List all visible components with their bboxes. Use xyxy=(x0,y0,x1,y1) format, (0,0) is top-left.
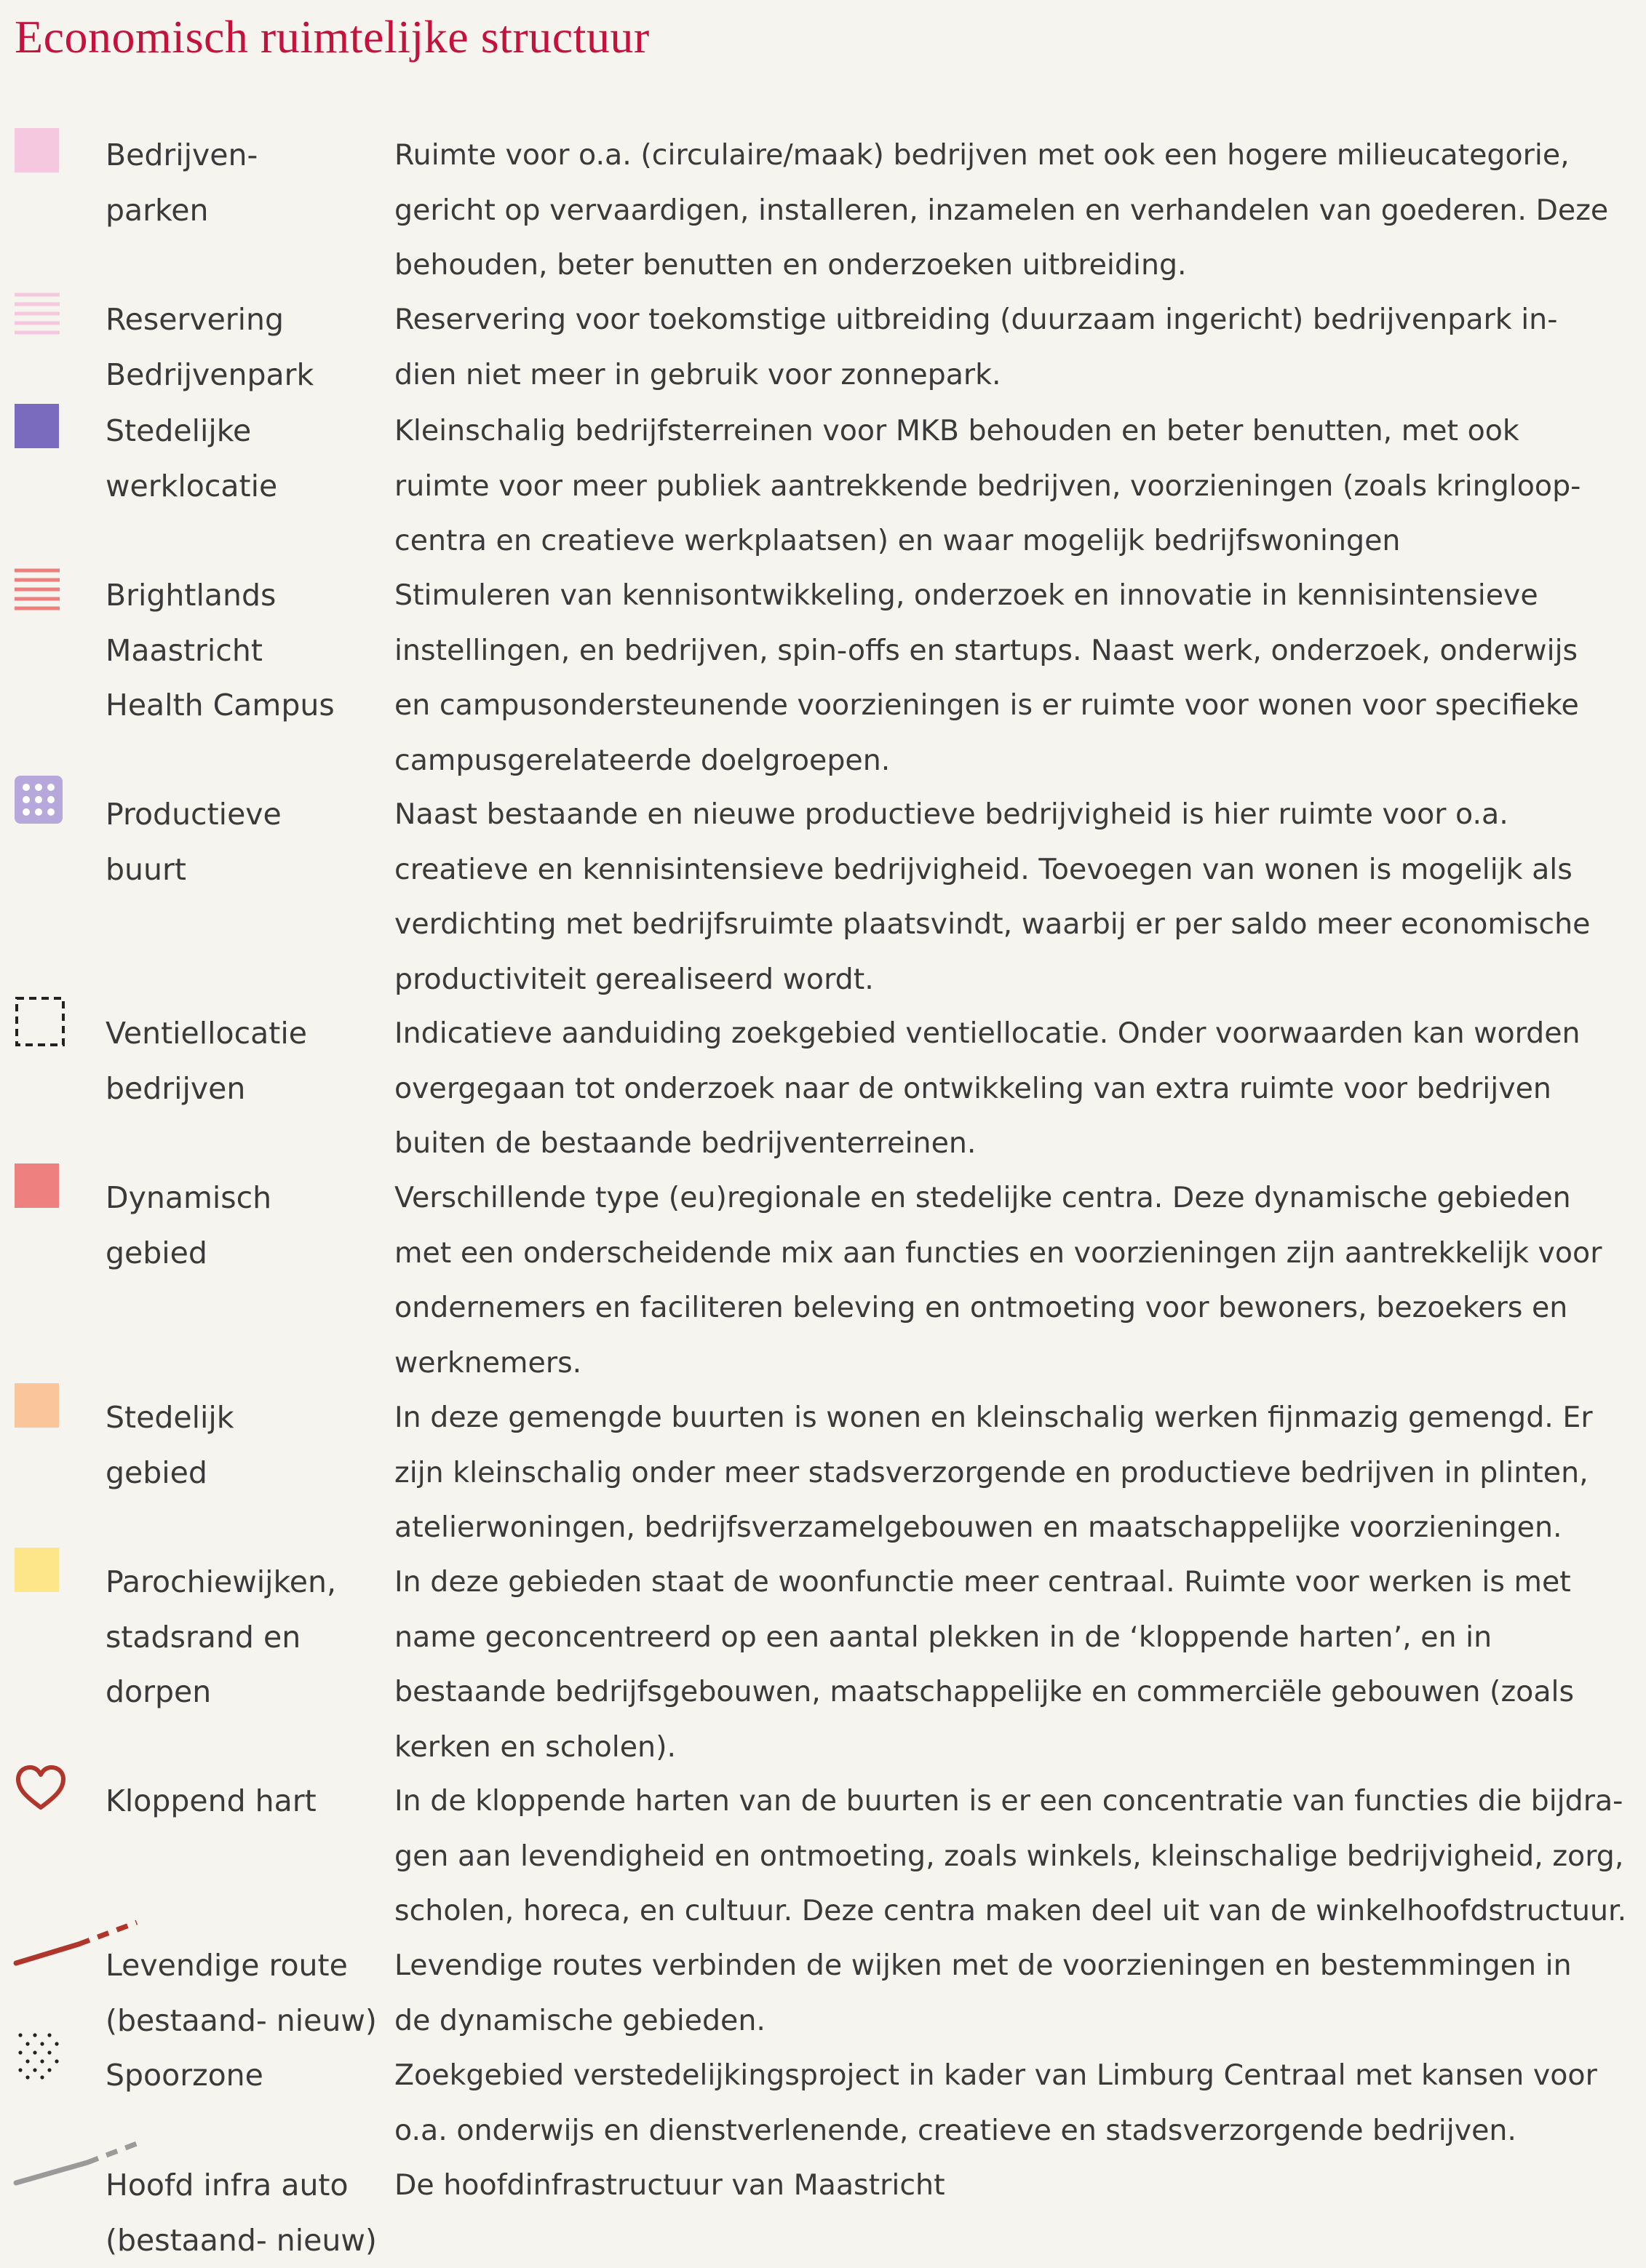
red-striped-icon xyxy=(15,568,60,613)
legend-label: Stedelijke werklocatie xyxy=(106,413,278,504)
legend-description: Levendige routes verbinden de wijken met de voorzieningen en bestemmingen in de dynamische gebieden. xyxy=(394,1949,1572,2037)
legend-label: Brightlands Maastricht Health Campus xyxy=(106,578,335,723)
legend-description: Indicatieve aanduiding zoekgebied ventiellocatie. Onder voorwaarden kan worden overgegaan tot onderzoek naar de ontwikkeling van extra ruimte voor bedrijven buiten de bestaande bedrijventerreinen. xyxy=(394,1016,1581,1160)
legend-description: Zoekgebied verstedelijkingsproject in kader van Limburg Centraal met kansen voor o.a. onderwijs en dienstverlenende, creatieve en stadsverzorgende bedrijven. xyxy=(394,2058,1597,2147)
legend-label: Kloppend hart xyxy=(106,1783,317,1818)
legend-description: In deze gebieden staat de woonfunctie meer centraal. Ruimte voor werken is met name geconcentreerd op een aantal plekken in de ‘kloppende harten’, en in bestaande bedrijfsgebouwen, maatschappelijke en commerciële gebouwen (zoals kerken en scholen). xyxy=(394,1565,1575,1764)
legend-description: Stimuleren van kennisontwikkeling, onderzoek en innovatie in kennisintensieve instellingen, en bedrijven, spin-offs en startups. Naast werk, onderzoek, onderwijs en campusondersteunende voorzieningen is er ruimte voor wonen voor specifieke campusgerelateerde doelgroepen. xyxy=(394,578,1579,777)
legend-description: Kleinschalig bedrijfsterreinen voor MKB behouden en beter benutten, met ook ruimte voor meer publiek aantrekkende bedrijven, voorzieningen (zoals kringloop- centra en creatieve werkplaatsen) en waar mogelijk bedrijfswoningen xyxy=(394,414,1581,557)
lilac-dotted-square-icon xyxy=(15,776,63,824)
legend-description: In deze gemengde buurten is wonen en kleinschalig werken fijnmazig gemengd. Er zijn kleinschalig onder meer stadsverzorgende en productieve bedrijven in plinten, atelierwoningen, bedrijfsverzamelgebouwen en maatschappelijke voorzieningen. xyxy=(394,1401,1593,1544)
pink-square-icon xyxy=(15,128,59,172)
legend-description: De hoofdinfrastructuur van Maastricht xyxy=(394,2168,945,2202)
legend-label: Ventiellocatie bedrijven xyxy=(106,1016,307,1106)
legend-label: Levendige route (bestaand- nieuw) xyxy=(106,1948,377,2038)
legend-label: Parochiewijken, stadsrand en dorpen xyxy=(106,1564,337,1709)
heart-icon xyxy=(15,1764,67,1812)
peach-square-icon xyxy=(15,1383,59,1428)
legend-description: Ruimte voor o.a. (circulaire/maak) bedrijven met ook een hogere milieucategorie, gericht op vervaardigen, installeren, inzamelen en verhandelen van goederen. Deze behouden, beter benutten en onderzoeken uitbreiding. xyxy=(394,138,1609,282)
purple-square-icon xyxy=(15,404,59,448)
legend-label: Reservering Bedrijvenpark xyxy=(106,302,314,392)
legend-label: Spoorzone xyxy=(106,2058,263,2093)
legend-label: Hoofd infra auto (bestaand- nieuw) xyxy=(106,2168,377,2258)
legend-label: Bedrijven- parken xyxy=(106,138,258,228)
page-title: Economisch ruimtelijke structuur xyxy=(15,11,650,63)
legend-description: In de kloppende harten van de buurten is er een concentratie van functies die bijdra- gen aan levendigheid en ontmoeting, zoals winkels, kleinschalige bedrijvigheid, zorg, scholen, horeca, en cultuur. Deze centra maken deel uit van de winkelhoofdstructuur. xyxy=(394,1784,1627,1927)
dashed-outline-square-icon xyxy=(15,996,65,1047)
yellow-square-icon xyxy=(15,1548,59,1592)
legend-description: Reservering voor toekomstige uitbreiding (duurzaam ingericht) bedrijvenpark in- dien niet meer in gebruik voor zonnepark. xyxy=(394,303,1558,391)
legend-label: Productieve buurt xyxy=(106,797,282,887)
pink-striped-icon xyxy=(15,293,60,338)
legend-label: Dynamisch gebied xyxy=(106,1180,272,1270)
legend-label: Stedelijk gebied xyxy=(106,1400,234,1490)
salmon-square-icon xyxy=(15,1163,59,1208)
dotted-area-icon xyxy=(15,2029,65,2080)
legend-description: Verschillende type (eu)regionale en stedelijke centra. Deze dynamische gebieden met een onderscheidende mix aan functies en voorzieningen zijn aantrekkelijk voor ondernemers en faciliteren beleving en ontmoeting voor bewoners, bezoekers en werknemers. xyxy=(394,1181,1602,1380)
legend-description: Naast bestaande en nieuwe productieve bedrijvigheid is hier ruimte voor o.a. creatieve en kennisintensieve bedrijvigheid. Toevoegen van wonen is mogelijk als verdichting met bedrijfsruimte plaatsvindt, waarbij er per saldo meer economische productiviteit gerealiseerd wordt. xyxy=(394,797,1591,996)
